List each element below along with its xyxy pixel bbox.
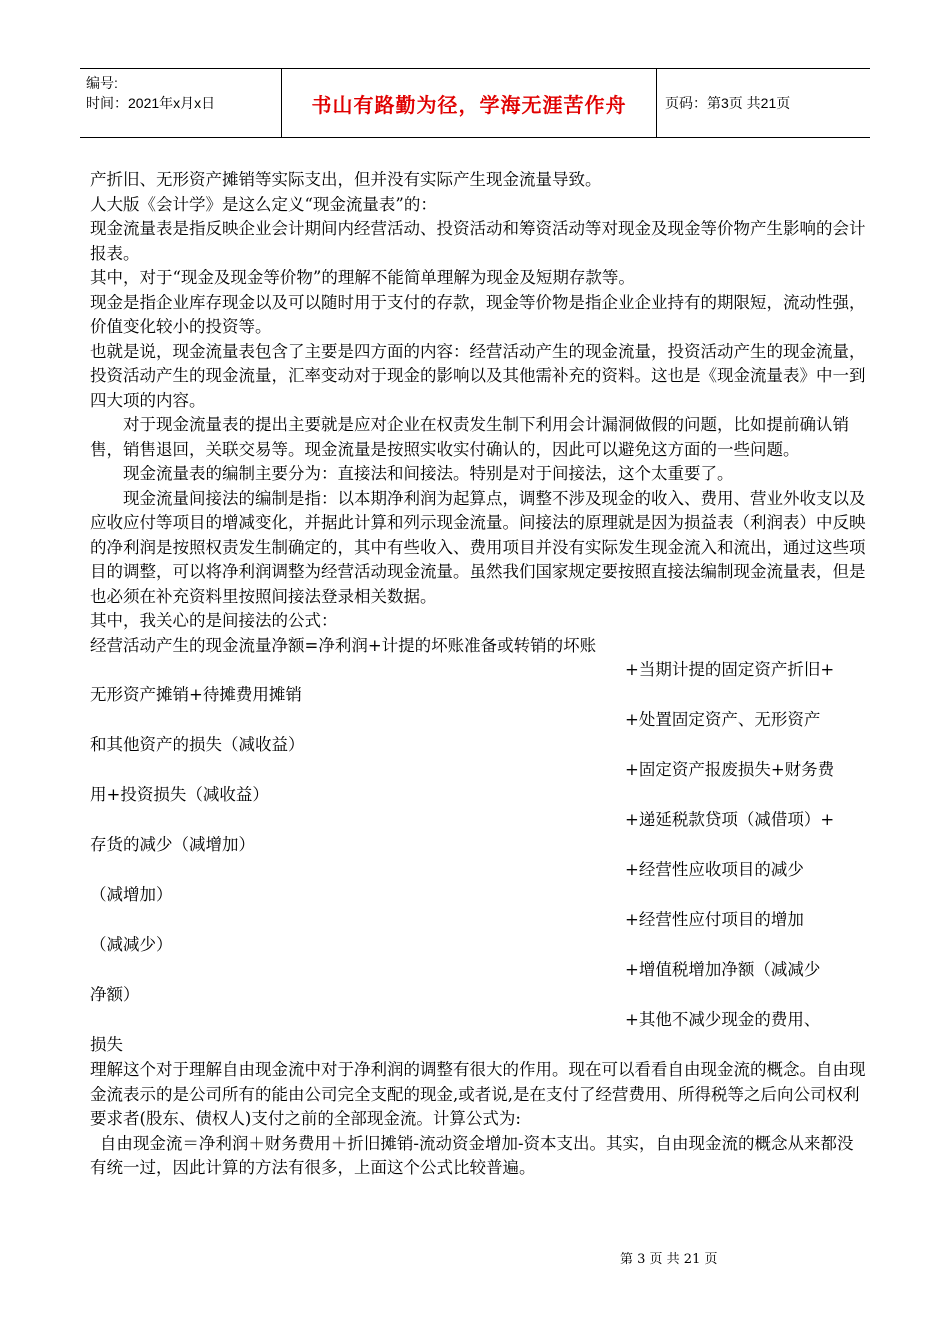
formula-term-cont: 用+投资损失（减收益） <box>90 785 269 804</box>
paragraph: 自由现金流＝净利润＋财务费用＋折旧摊销-流动资金增加-资本支出。其实，自由现金流的概念从来都没有统一过，因此计算的方法有很多，上面这个公式比较普遍。 <box>90 1133 854 1177</box>
formula-term-cont: （减增加） <box>90 885 173 904</box>
formula-term: +增值税增加净额（减减少 <box>625 960 821 979</box>
paragraph: 现金流量间接法的编制是指：以本期净利润为起算点，调整不涉及现金的收入、费用、营业外收支以及应收应付等项目的增减变化，并据此计算和列示现金流量。间接法的原理就是因为损益表（利润表）中反映的净利润是按照权责发生制确定的，其中有些收入、费用项目并没有实际发生现金流入和流出，通过这些项目的调整，可以将净利润调整为经营活动现金流量。虽然我们国家规定要按照直接法编制现金流量表，但是也必须在补充资料里按照间接法登录相关数据。 <box>90 488 866 606</box>
paragraph: 也就是说，现金流量表包含了主要是四方面的内容：经营活动产生的现金流量，投资活动产生的现金流量，投资活动产生的现金流量，汇率变动对于现金的影响以及其他需补充的资料。这也是《现金流量表》中一到四大项的内容。 <box>90 341 866 410</box>
paragraph: 其中，对于“现金及现金等价物”的理解不能简单理解为现金及短期存款等。 <box>90 268 635 287</box>
formula-term-cont: 和其他资产的损失（减收益） <box>90 735 305 754</box>
formula-term: +经营性应付项目的增加 <box>625 910 804 929</box>
paragraph: 现金流量表是指反映企业会计期间内经营活动、投资活动和筹资活动等对现金及现金等价物产生影响的会计报表。 <box>90 219 866 263</box>
page-header <box>80 68 870 138</box>
paragraph: 现金是指企业库存现金以及可以随时用于支付的存款，现金等价物是指企业企业持有的期限短，流动性强，价值变化较小的投资等。 <box>90 292 866 336</box>
page-footer: 第 3 页 共 21 页 <box>620 1252 718 1267</box>
formula-term-cont: 存货的减少（减增加） <box>90 835 255 854</box>
paragraph: 产折旧、无形资产摊销等实际支出，但并没有实际产生现金流量导致。 <box>90 170 602 189</box>
paragraph: 现金流量表的编制主要分为：直接法和间接法。特别是对于间接法，这个太重要了。 <box>123 464 734 483</box>
formula-term: +固定资产报废损失+财务费 <box>625 760 835 779</box>
formula-term: +其他不减少现金的费用、 <box>625 1010 821 1029</box>
paragraph: 其中，我关心的是间接法的公式： <box>90 611 338 630</box>
formula-term: +经营性应收项目的减少 <box>625 860 804 879</box>
formula-term-cont: 无形资产摊销+待摊费用摊销 <box>90 685 302 704</box>
header-meta <box>80 69 282 137</box>
paragraph: 人大版《会计学》是这么定义“现金流量表”的： <box>90 194 437 214</box>
formula-term-cont: 损失 <box>90 1035 123 1054</box>
formula-term-cont: （减减少） <box>90 935 173 954</box>
formula-term: +处置固定资产、无形资产 <box>625 710 821 729</box>
paragraph: 对于现金流量表的提出主要就是应对企业在权责发生制下利用会计漏洞做假的问题，比如提前确认销售，销售退回，关联交易等。现金流量是按照实收实付确认的，因此可以避免这方面的一些问题。 <box>90 415 849 459</box>
formula-term: +递延税款贷项（减借项）+ <box>625 810 835 829</box>
paragraph: 理解这个对于理解自由现金流中对于净利润的调整有很大的作用。现在可以看看自由现金流的概念。自由现金流表示的是公司所有的能由公司完全支配的现金,或者说,是在支付了经营费用、所得税等之后向公司权利要求者(股东、债权人)支付之前的全部现金流。计算公式为: <box>90 1060 866 1128</box>
formula-head: 经营活动产生的现金流量净额=净利润+计提的坏账准备或转销的坏账 <box>90 635 597 655</box>
number-label: 编号: <box>86 75 118 91</box>
header-motto: 书山有路勤为径，学海无涯苦作舟 <box>282 69 657 137</box>
time-label: 时间：2021年x月x日 <box>86 95 216 111</box>
formula-block <box>90 658 870 1058</box>
document-body <box>90 168 870 1181</box>
formula-term-cont: 净额） <box>90 985 140 1004</box>
header-page-number: 页码：第3页 共21页 <box>665 95 791 111</box>
formula-term: +当期计提的固定资产折旧+ <box>625 660 835 679</box>
